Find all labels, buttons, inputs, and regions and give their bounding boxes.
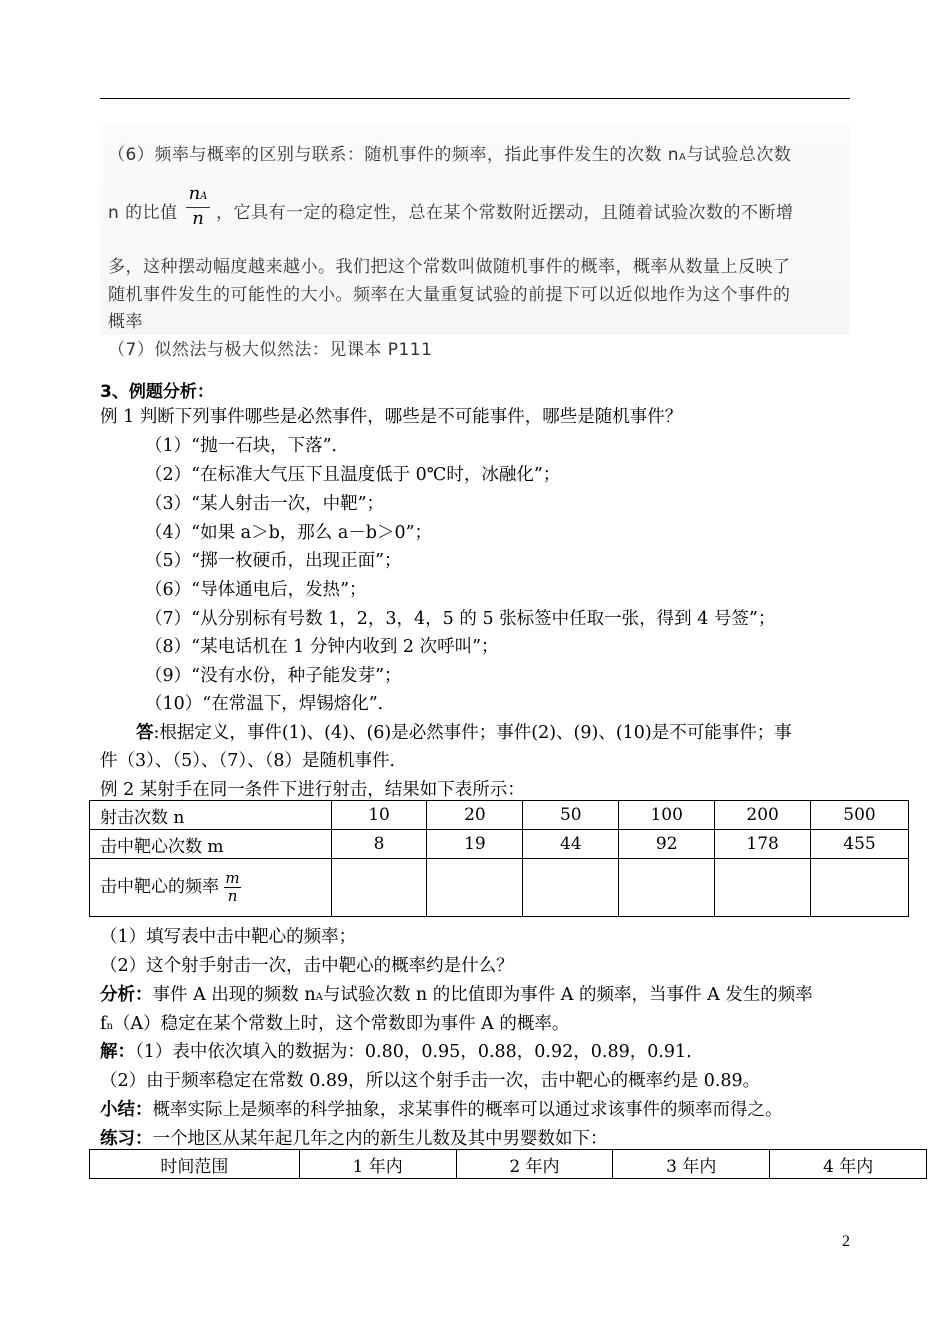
example1-item-5: （5）“掷一枚硬币，出现正面”； (145, 551, 402, 571)
practice-label: 练习： (100, 1129, 153, 1149)
para7: （7）似然法与极大似然法：见课本 P111 (108, 340, 433, 360)
example1-item-1: （1）“抛一石块，下落”． (145, 436, 350, 456)
table-cell: 10 (331, 801, 427, 830)
analysis-line2: fn（A）稳定在某个常数上时，这个常数即为事件 A 的概率。 (100, 1014, 570, 1034)
question-2: （2）这个射手射击一次，击中靶心的概率约是什么？ (100, 956, 514, 976)
newborn-table (89, 1149, 927, 1179)
table-cell-empty (427, 859, 523, 917)
answer-line1: 答:根据定义，事件(1)、(4)、(6)是必然事件；事件(2)、(9)、(10)是不可能事件；事 (136, 723, 792, 743)
analysis-line1: 分析：事件 A 出现的频数 nA与试验次数 n 的比值即为事件 A 的频率，当事件 A 发生的频率 (100, 985, 813, 1005)
table-cell-empty (523, 859, 619, 917)
para6-line4: 随机事件发生的可能性的大小。频率在大量重复试验的前提下可以近似地作为这个事件的 (108, 285, 791, 305)
table-cell-empty (715, 859, 811, 917)
shooting-table (89, 800, 909, 917)
example1-item-9: （9）“没有水份，种子能发芽”； (145, 666, 402, 686)
table-cell: 44 (523, 830, 619, 859)
section-heading: 3、例题分析： (100, 382, 214, 402)
table-header-cell: 时间范围 (90, 1150, 300, 1179)
table-cell: 100 (619, 801, 715, 830)
solution-line2: （2）由于频率稳定在常数 0.89，所以这个射手击一次，击中靶心的概率约是 0.89。 (100, 1071, 761, 1091)
table-cell: 50 (523, 801, 619, 830)
answer-line2: 件（3）、（5）、（7）、（8）是随机事件． (100, 751, 408, 771)
table-row (90, 1150, 927, 1179)
solution-line1: 解：（1）表中依次填入的数据为：0.80，0.95，0.88，0.92，0.89，0.91. (100, 1042, 692, 1062)
question-1: （1）填写表中击中靶心的频率； (100, 927, 357, 947)
table-cell-empty (331, 859, 427, 917)
table-header-cell: 1 年内 (299, 1150, 456, 1179)
example2-title: 例 2 某射手在同一条件下进行射击，结果如下表所示： (100, 780, 525, 800)
row-label: 射击次数 n (90, 801, 332, 830)
table-header-cell: 2 年内 (456, 1150, 613, 1179)
answer-label: 答 (136, 723, 154, 743)
para6-line2-head: n 的比值 (108, 203, 178, 223)
table-cell: 19 (427, 830, 523, 859)
fraction-nA-over-n: $\frac{nA}{n}$ (186, 184, 210, 230)
table-header-cell: 4 年内 (770, 1150, 927, 1179)
example1-item-4: （4）“如果 a＞b，那么 a－b＞0”； (145, 523, 433, 543)
table-cell: 200 (715, 801, 811, 830)
table-cell: 8 (331, 830, 427, 859)
table-cell: 20 (427, 801, 523, 830)
fraction-m-over-n: $\frac{m}{n}$ (225, 869, 240, 905)
summary-label: 小结： (100, 1100, 153, 1120)
example1-item-2: （2）“在标准大气压下且温度低于 0℃时，冰融化”； (145, 465, 561, 485)
table-header-cell: 3 年内 (613, 1150, 770, 1179)
summary-line: 小结：概率实际上是频率的科学抽象，求某事件的概率可以通过求该事件的频率而得之。 (100, 1100, 783, 1120)
table-row (90, 859, 909, 917)
example1-title: 例 1 判断下列事件哪些是必然事件，哪些是不可能事件，哪些是随机事件？ (100, 407, 683, 427)
example1-item-7: （7）“从分别标有号数 1，2，3，4，5 的 5 张标签中任取一张，得到 4 号签”； (145, 609, 776, 629)
para6-line1: （6）频率与概率的区别与联系：随机事件的频率，指此事件发生的次数 nA与试验总次数 (108, 145, 792, 165)
page-number: 2 (842, 1233, 850, 1250)
example1-item-3: （3）“某人射击一次，中靶”； (145, 494, 385, 514)
table-cell: 455 (811, 830, 909, 859)
analysis-label: 分析： (100, 985, 153, 1005)
solution-label: 解： (100, 1042, 135, 1062)
header-rule (100, 98, 850, 99)
table-cell: 178 (715, 830, 811, 859)
example1-item-6: （6）“导体通电后，发热”； (145, 580, 367, 600)
para6-line3: 多，这种摆动幅度越来越小。我们把这个常数叫做随机事件的概率，概率从数量上反映了 (108, 257, 791, 277)
row-label: 击中靶心次数 m (90, 830, 332, 859)
table-row (90, 830, 909, 859)
practice-line: 练习：一个地区从某年起几年之内的新生儿数及其中男婴数如下： (100, 1129, 608, 1149)
table-row (90, 801, 909, 830)
example1-item-8: （8）“某电话机在 1 分钟内收到 2 次呼叫”； (145, 637, 499, 657)
table-cell: 500 (811, 801, 909, 830)
para6-line2-tail: ，它具有一定的稳定性，总在某个常数附近摆动，且随着试验次数的不断增 (216, 203, 794, 223)
table-cell-empty (811, 859, 909, 917)
example1-item-10: （10）“在常温下，焊锡熔化”． (145, 694, 396, 714)
row-label-frequency: 击中靶心的频率 $\frac{m}{n}$ (90, 859, 332, 917)
para6-line5: 概率 (108, 312, 143, 332)
table-cell: 92 (619, 830, 715, 859)
table-cell-empty (619, 859, 715, 917)
